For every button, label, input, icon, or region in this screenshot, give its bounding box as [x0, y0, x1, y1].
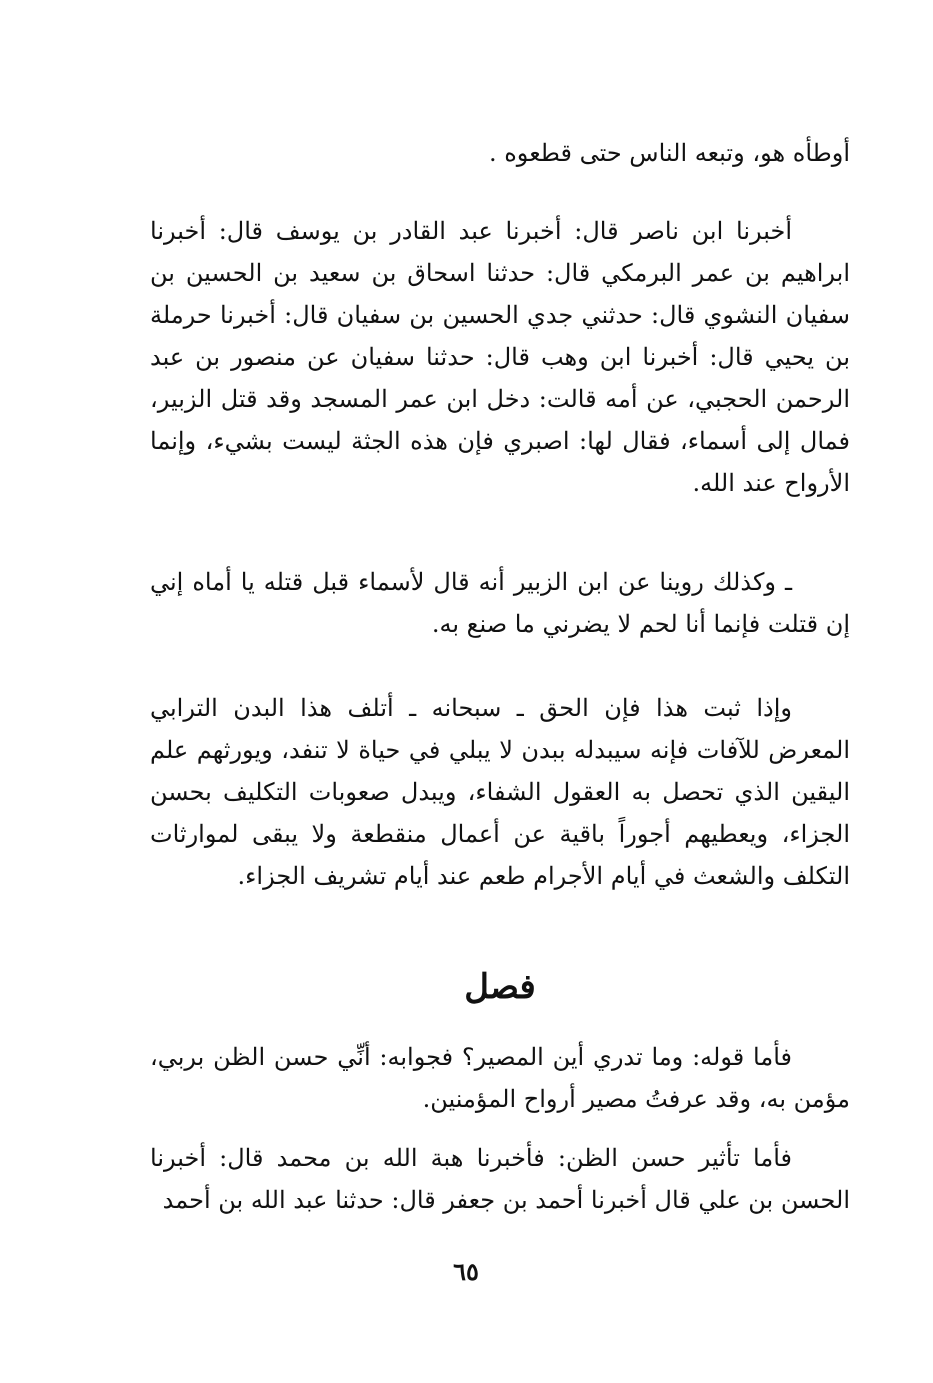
paragraph-continuation: أوطأه هو، وتبعه الناس حتى قطعوه .: [488, 139, 850, 167]
paragraph-narration-ibn-nasir: أخبرنا ابن ناصر قال: أخبرنا عبد القادر بن يوسف قال: أخبرنا ابراهيم بن عمر البرمكي قال: حدثنا اسحاق بن سعيد بن الحسين بن سفيان النشوي قال: حدثني جدي الحسين بن سفيان قال: أخبرنا حرملة بن يحيي قال: أخبرنا ابن وهب قال: حدثنا سفيان عن منصور بن عبد الرحمن الحجبي، عن أمه قالت: دخل ابن عمر المسجد وقد قتل الزبير، فمال إلى أسماء، فقال لها: اصبري فإن هذه الجثة ليست بشيء، وإنما الأرواح عند الله.: [150, 217, 850, 497]
page-number: ٦٥: [453, 1257, 479, 1286]
paragraph-ibn-zubayr: ـ وكذلك روينا عن ابن الزبير أنه قال لأسماء قبل قتله يا أماه إني إن قتلت فإنما أنا لحم لا يضرني ما صنع به.: [150, 568, 850, 638]
section-heading: فصل: [464, 967, 536, 1007]
paragraph-body-resurrection: وإذا ثبت هذا فإن الحق ـ سبحانه ـ أتلف هذا البدن الترابي المعرض للآفات فإنه سيبدله ببدن لا يبلي في حياة لا تنفد، ويورثهم علم اليقين الذي تحصل به العقول الشفاء، ويبدل صعوبات التكليف بحسن الجزاء، ويعطيهم أجوراً باقية عن أعمال منقطعة ولا يبقى لموارثات التكلف والشعث في أيام الأجرام طعم عند أيام تشريف الجزاء.: [150, 694, 850, 890]
paragraph-effect-of-good-opinion: فأما تأثير حسن الظن: فأخبرنا هبة الله بن محمد قال: أخبرنا الحسن بن علي قال أخبرنا أحمد بن جعفر قال: حدثنا عبد الله بن أحمد: [150, 1144, 850, 1214]
paragraph-good-opinion: فأما قوله: وما تدري أين المصير؟ فجوابه: أنِّي حسن الظن بربي، مؤمن به، وقد عرفتُ مصير أرواح المؤمنين.: [150, 1043, 850, 1113]
